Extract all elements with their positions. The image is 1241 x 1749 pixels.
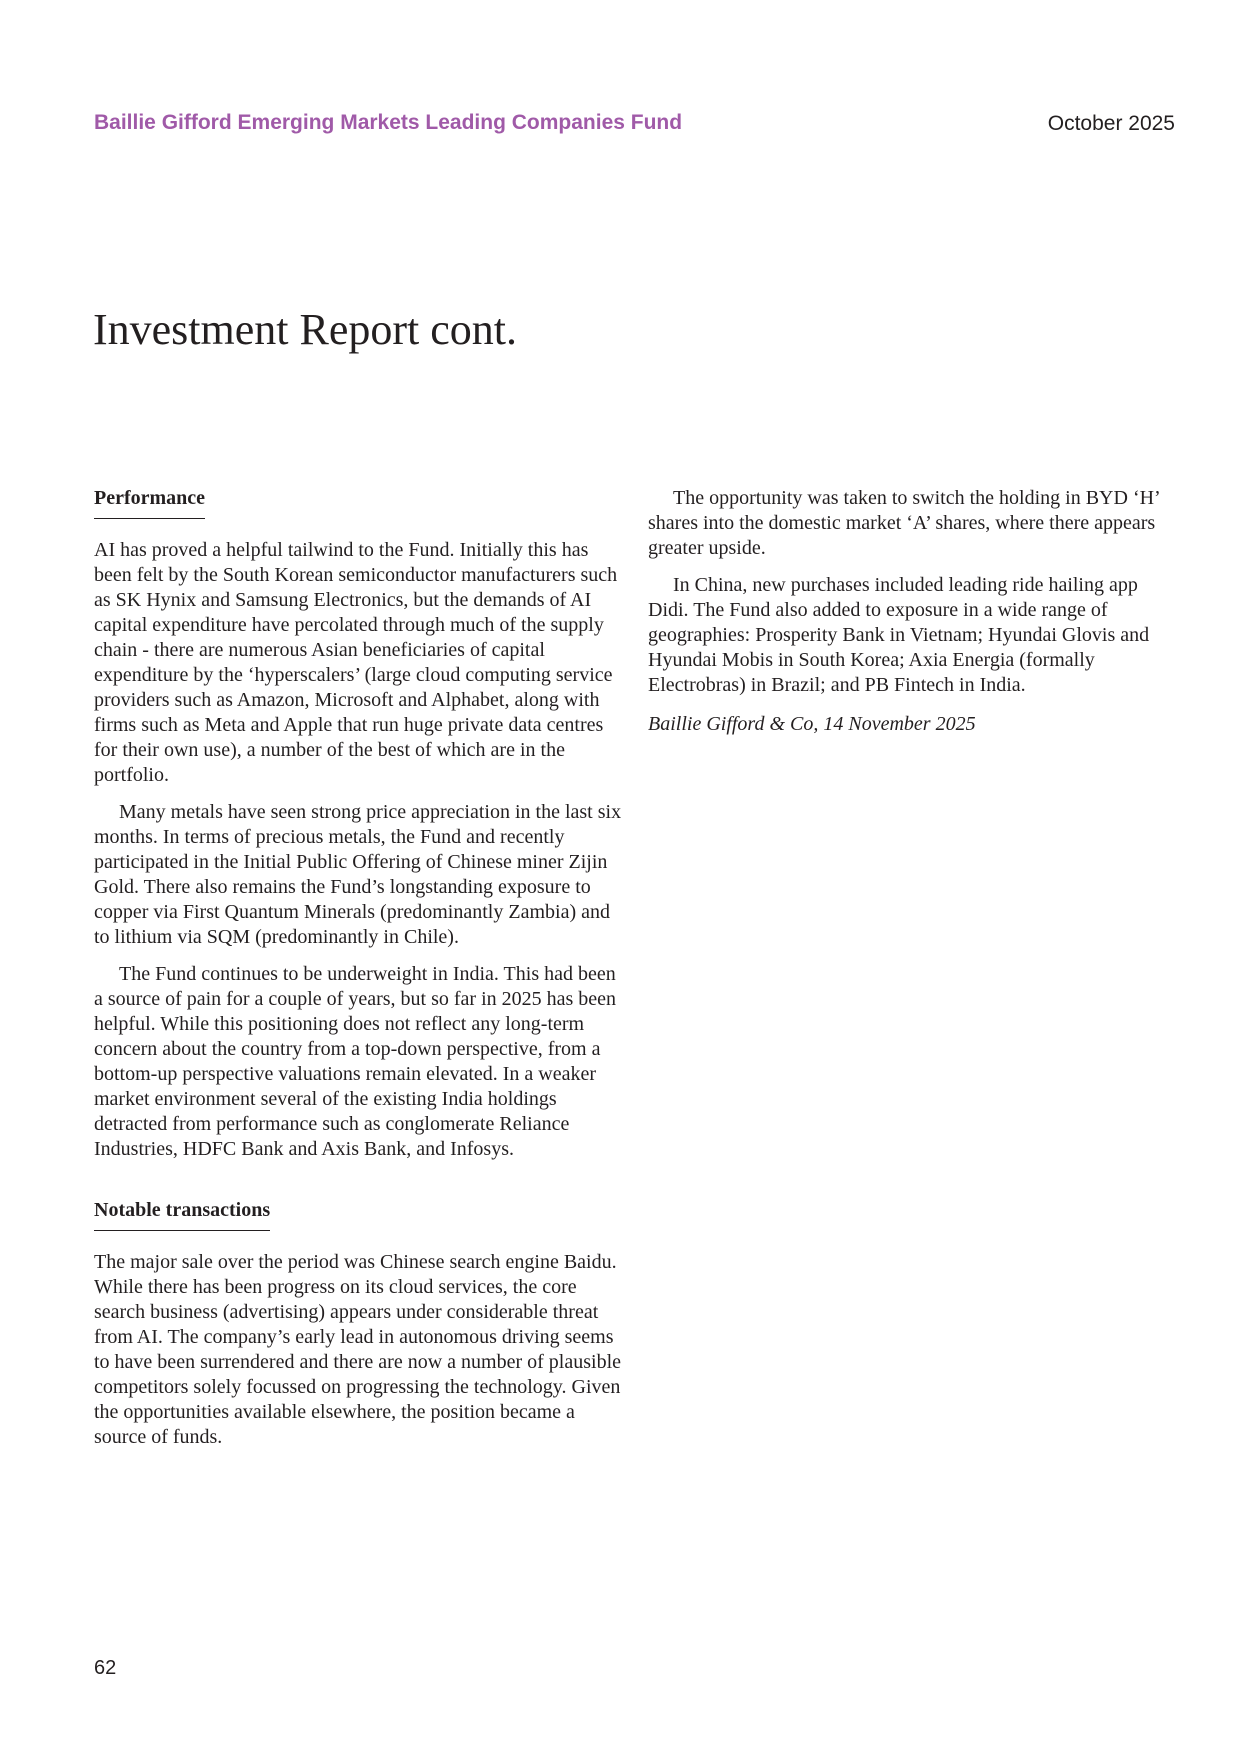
performance-paragraph-3: The Fund continues to be underweight in India. This had been a source of pain for a couple of years, but so far in 2025 has been helpful. While this positioning does not reflect any long-term concern about the country from a top-down perspective, from a bottom-up perspective valuations remain elevated. In a weaker market environment several of the existing India holdings detracted from performance such as conglomerate Reliance Industries, HDFC Bank and Axis Bank, and Infosys. <box>94 963 617 1160</box>
fund-name: Baillie Gifford Emerging Markets Leading Companies Fund <box>94 111 683 134</box>
page-number: 62 <box>94 1657 117 1679</box>
signature: Baillie Gifford & Co, 14 November 2025 <box>648 713 976 735</box>
transactions-paragraph-1: The major sale over the period was Chinese search engine Baidu. While there has been progress on its cloud services, the core search business (advertising) appears under considerable threat from AI. The company’s early lead in autonomous driving seems to have been surrendered and there are now a number of plausible competitors solely focussed on progressing the technology. Given the opportunities available elsewhere, the position became a source of funds. <box>94 1251 622 1448</box>
performance-heading: Performance <box>94 486 205 519</box>
report-date: October 2025 <box>1047 112 1175 135</box>
transactions-heading-wrap <box>94 1198 624 1231</box>
left-column <box>94 486 624 1462</box>
right-column <box>648 486 1178 749</box>
performance-paragraph-1: AI has proved a helpful tailwind to the Fund. Initially this has been felt by the South Korean semiconductor manufacturers such as SK Hynix and Samsung Electronics, but the demands of AI capital expenditure have percolated through much of the supply chain - there are numerous Asian beneficiaries of capital expenditure by the ‘hyperscalers’ (large cloud computing service providers such as Amazon, Microsoft and Alphabet, along with firms such as Meta and Apple that run huge private data centres for their own use), a number of the best of which are in the portfolio. <box>94 539 618 786</box>
page-title: Investment Report cont. <box>93 305 518 354</box>
transactions-paragraph-2: The opportunity was taken to switch the holding in BYD ‘H’ shares into the domestic market ‘A’ shares, where there appears greater upside. <box>648 487 1160 559</box>
performance-paragraph-2: Many metals have seen strong price appreciation in the last six months. In terms of precious metals, the Fund and recently participated in the Initial Public Offering of Chinese miner Zijin Gold. There also remains the Fund’s longstanding exposure to copper via First Quantum Minerals (predominantly Zambia) and to lithium via SQM (predominantly in Chile). <box>94 801 622 948</box>
performance-heading-wrap <box>94 486 624 519</box>
transactions-paragraph-3: In China, new purchases included leading ride hailing app Didi. The Fund also added to exposure in a wide range of geographies: Prosperity Bank in Vietnam; Hyundai Glovis and Hyundai Mobis in South Korea; Axia Energia (formally Electrobras) in Brazil; and PB Fintech in India. <box>648 574 1150 696</box>
transactions-heading: Notable transactions <box>94 1198 270 1231</box>
